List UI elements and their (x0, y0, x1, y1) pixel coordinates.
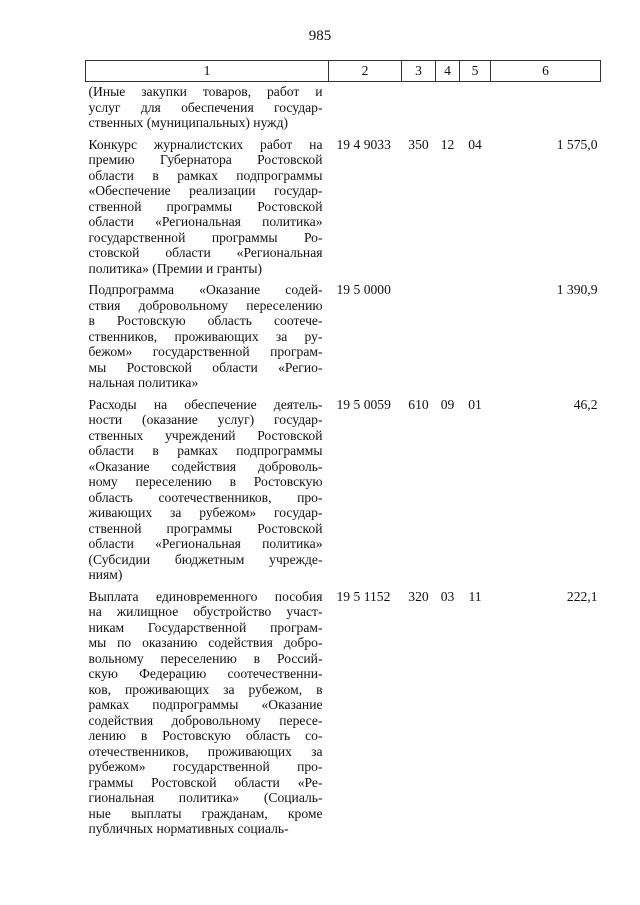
text-line: публичных нормативных социаль- (88, 821, 289, 836)
text-line: рубежом» государственной про- (88, 759, 323, 774)
text-line: ственных (муниципальных) нужд) (88, 115, 289, 130)
row-code-cell: 19 5 1152 (336, 588, 391, 604)
text-line: никам Государственной програм- (88, 619, 323, 635)
text-line: государственной программы Ро- (88, 229, 323, 245)
column-header-code: 2 (329, 61, 402, 82)
text-line: бежом» государственной програм- (88, 344, 323, 359)
continuation-text (86, 82, 329, 137)
row-sum-cell: 222,1 (566, 588, 598, 604)
text-line: области «Региональная политика» (88, 214, 323, 229)
text-line: лению в Ростовскую область со- (88, 728, 323, 743)
text-line: вольному переселению в Россий- (88, 650, 323, 666)
row-name-cell (86, 397, 329, 589)
text-line: Конкурс журналистских работ на (88, 136, 323, 152)
row-sum-cell: 46,2 (573, 396, 598, 412)
text-line: скую Федерацию соотечественни- (88, 666, 323, 681)
table-row (86, 282, 601, 397)
budget-table (85, 60, 601, 843)
continuation-row (86, 82, 601, 137)
text-line: политика» (Премии и гранты) (88, 260, 262, 276)
text-line: ственных учреждений Ростовской (88, 427, 323, 443)
row-code-cell: 19 4 9033 (336, 136, 391, 152)
text-line: отечественников, проживающих за (88, 743, 323, 759)
row-name-cell (86, 282, 329, 397)
text-line: ственников, проживающих за ру- (88, 328, 323, 344)
row-code-cell: 19 5 0000 (336, 282, 391, 297)
text-line: ков, проживающих за рубежом, в (88, 681, 323, 697)
text-line: рамках подпрограммы «Оказание (88, 697, 323, 712)
text-line: ственной программы Ростовской (88, 520, 323, 536)
text-line: в Ростовскую область соотече- (88, 313, 323, 328)
text-line: ности (оказание услуг) государ- (88, 412, 323, 427)
row-vr-cell (402, 282, 436, 397)
row-pr-cell: 01 (468, 396, 482, 412)
row-rz-cell: 03 (440, 588, 455, 604)
column-header-pr: 5 (460, 61, 491, 82)
text-line: (Субсидии бюджетным учрежде- (88, 551, 323, 567)
row-pr-cell: 04 (468, 136, 482, 152)
text-line: нальная политика» (88, 375, 199, 390)
text-line: область соотечественников, про- (88, 489, 323, 505)
row-sum-cell: 1 575,0 (556, 136, 598, 152)
text-line: «Оказание содействия доброволь- (88, 458, 323, 474)
row-vr-cell: 610 (408, 396, 429, 412)
text-line: Подпрограмма «Оказание содей- (88, 282, 323, 297)
text-line: области в рамках подпрограммы (88, 167, 323, 183)
text-line: «Обеспечение реализации государ- (88, 183, 323, 198)
column-header-sum: 6 (491, 61, 601, 82)
text-line: ниям) (88, 567, 123, 582)
row-rz-cell (436, 282, 460, 397)
row-vr-cell: 350 (408, 136, 429, 152)
text-line: гиональная политика» (Социаль- (88, 790, 323, 805)
text-line: мы по оказанию содействия добро- (88, 635, 323, 650)
column-header-name: 1 (86, 61, 329, 82)
row-name-cell (86, 589, 329, 843)
text-line: живающих за рубежом» государ- (88, 505, 323, 520)
text-line: ному переселению в Ростовскую (88, 474, 323, 489)
text-line: области «Региональная политика» (88, 536, 323, 551)
text-line: ные выплаты гражданам, кроме (88, 805, 323, 821)
row-name-cell (86, 137, 329, 283)
text-line: граммы Ростовской области «Ре- (88, 774, 323, 790)
text-line: ствия добровольному переселению (88, 297, 323, 313)
row-pr-cell (460, 282, 491, 397)
text-line: на жилищное обустройство участ- (88, 604, 323, 619)
row-sum-cell: 1 390,9 (556, 282, 598, 297)
row-rz-cell: 12 (440, 136, 455, 152)
row-pr-cell: 11 (468, 588, 482, 604)
text-line: содействия добровольному пересе- (88, 712, 323, 728)
column-header-rz: 4 (436, 61, 460, 82)
table-row (86, 589, 601, 843)
row-code-cell: 19 5 0059 (336, 396, 391, 412)
text-line: услуг для обеспечения государ- (88, 99, 323, 115)
text-line: области в рамках подпрограммы (88, 443, 323, 458)
text-line: премию Губернатора Ростовской (88, 152, 323, 167)
page-number: 985 (308, 28, 332, 44)
table-row (86, 137, 601, 283)
column-header-vr: 3 (402, 61, 436, 82)
row-rz-cell: 09 (440, 396, 455, 412)
table-row (86, 397, 601, 589)
text-line: мы Ростовской области «Регио- (88, 359, 323, 375)
row-vr-cell: 320 (408, 588, 429, 604)
text-line: стовской области «Региональная (88, 245, 323, 260)
text-line: ственной программы Ростовской (88, 198, 323, 214)
text-line: Выплата единовременного пособия (88, 588, 323, 604)
header-row (86, 61, 601, 82)
text-line: Расходы на обеспечение деятель- (88, 396, 323, 412)
text-line: (Иные закупки товаров, работ и (88, 84, 323, 99)
